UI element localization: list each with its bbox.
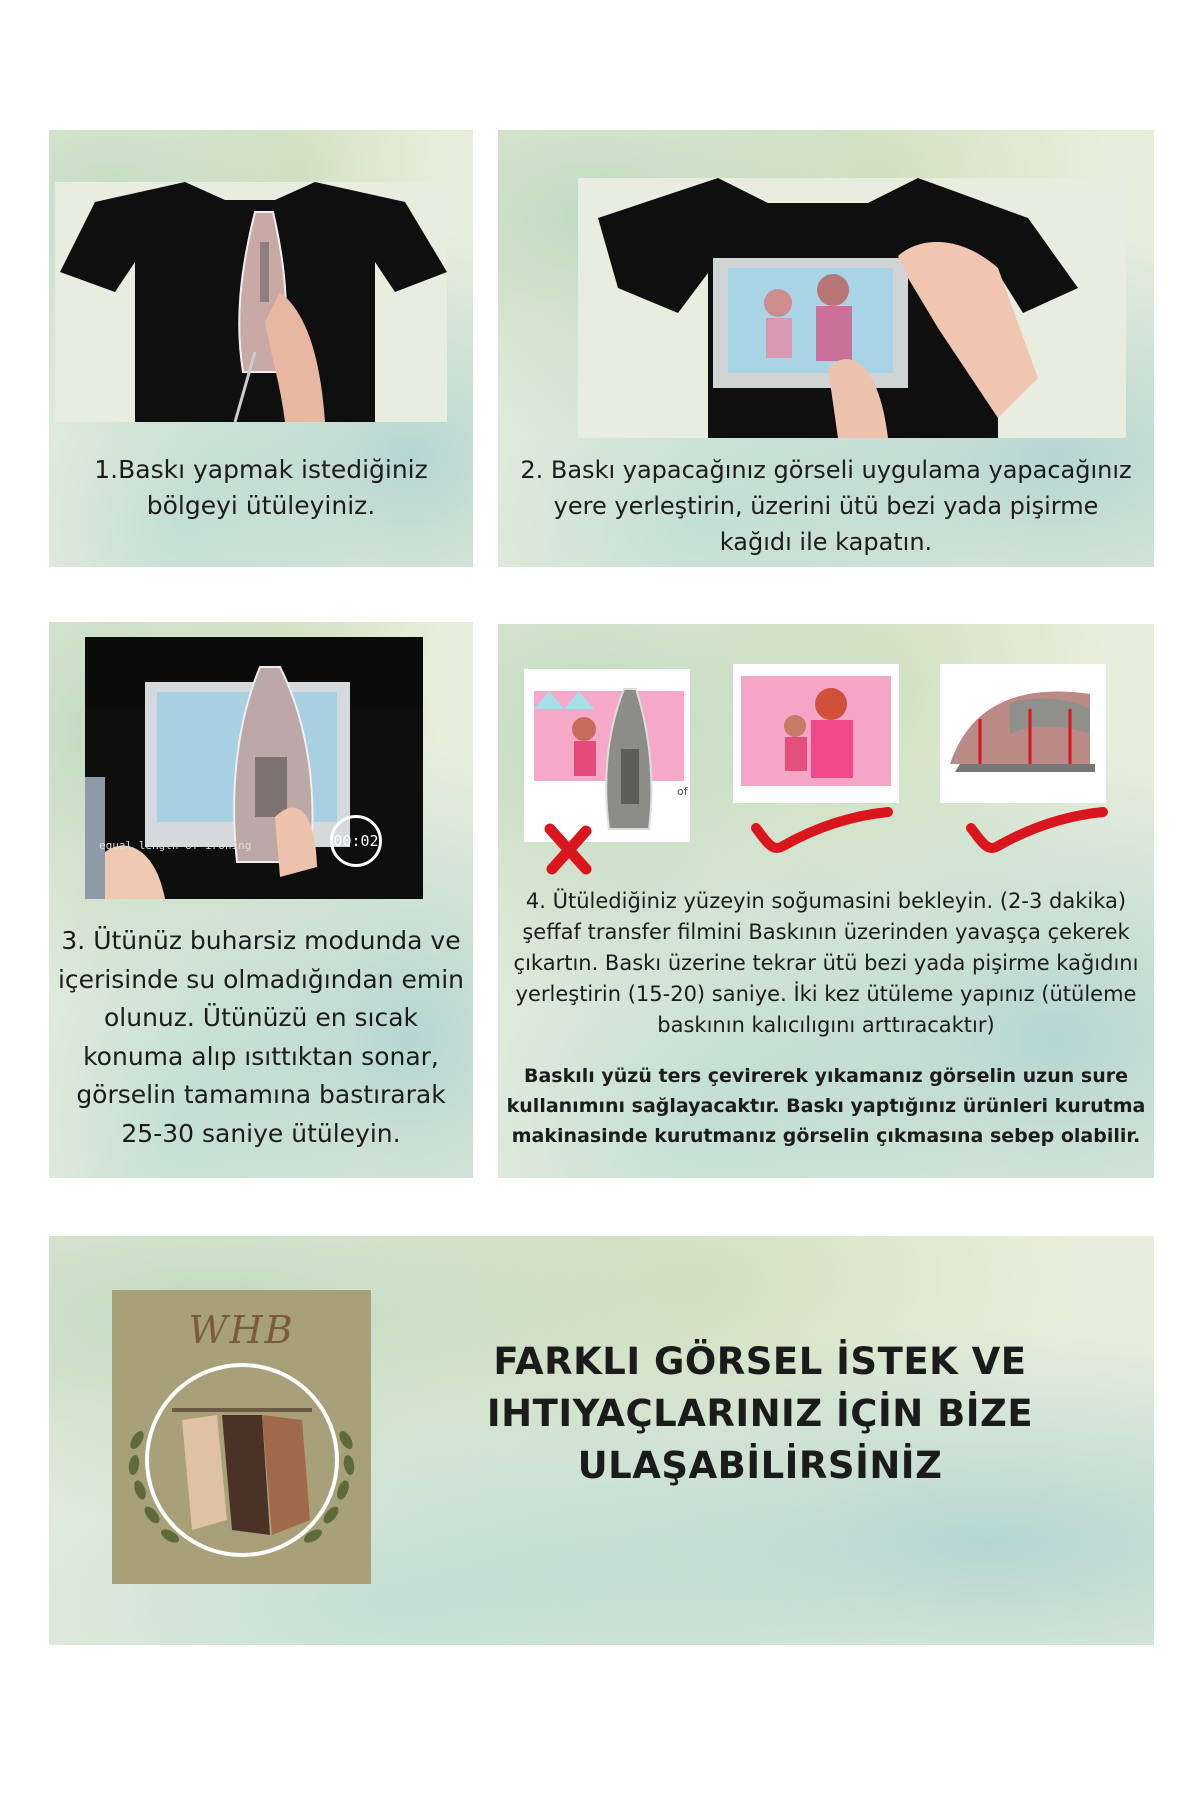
contact-call-to-action [440,1336,1080,1492]
step-3-line: 25-30 saniye ütüleyin. [121,1118,401,1148]
washing-note-line: Baskılı yüzü ters çevirerek yıkamanız görselin uzun sure [523,1065,1128,1087]
clothes-rack-wreath-icon [112,1290,371,1584]
cta-line: FARKLI GÖRSEL İSTEK VE [493,1340,1027,1383]
step-2-photo [578,178,1126,438]
step-3-line: içerisinde su olmadığından emin [57,964,465,994]
step-2-line: yere yerleştirin, üzerini ütü bezi yada pişirme [553,492,1099,520]
step-4-caption [498,886,1154,1041]
correct-check-icon [748,804,898,864]
finished-print-image [733,664,899,803]
thumbnail-caption: of [677,785,688,798]
washing-note [498,1061,1154,1151]
step-3-caption [49,922,473,1153]
whb-logo [112,1290,371,1584]
tshirt-transfer-placement-illustration [578,178,1126,438]
tshirt-ironing-illustration [55,182,447,422]
timer-clock-icon: 00:02 [330,815,382,867]
step-2-panel [498,130,1154,567]
wrong-x-icon [538,819,598,879]
cta-line: IHTIYAÇLARINIZ İÇİN BİZE [486,1392,1034,1435]
cta-line: ULAŞABİLİRSİNİZ [577,1444,943,1487]
step-4-line: baskının kalıcılıgını arttıracaktır) [657,1013,995,1037]
step-4-line: çıkartın. Baskı üzerine tekrar ütü bezi yada pişirme kağıdını [513,951,1139,975]
step-4-line: yerleştirin (15-20) saniye. İki kez ütüleme yapınız (ütüleme [515,982,1137,1006]
washing-note-line: kullanımını sağlayacaktır. Baskı yaptığınız ürünleri kurutma [506,1095,1146,1117]
step-3-video-frame [85,637,423,899]
step-2-line: kağıdı ile kapatın. [719,528,933,556]
step-4-panel [498,624,1154,1178]
washing-note-line: makinasinde kurutmanız görselin çıkmasına sebep olabilir. [511,1125,1141,1147]
step-3-line: 3. Ütünüz buharsiz modunda ve [61,926,461,955]
step-3-panel [49,622,473,1178]
correct-method-thumbnail-print [733,664,899,803]
step-1-caption [49,452,473,524]
logo-text: WHB [188,1308,295,1352]
step-4-line: 4. Ütülediğiniz yüzeyin soğumasini bekleyin. (2-3 dakika) [525,889,1127,913]
wrong-method-thumbnail [524,669,690,842]
step-1-panel [49,130,473,567]
step-2-caption [498,452,1154,560]
step-1-line: 1.Baskı yapmak istediğiniz [94,455,428,484]
step-3-line: görselin tamamına bastırarak [76,1080,446,1109]
step-2-line: 2. Baskı yapacağınız görseli uygulama yapacağınız [520,456,1132,484]
correct-method-thumbnail-dry-iron [940,664,1106,803]
step-4-line: şeffaf transfer filmini Baskının üzerinden yavaşça çekerek [522,920,1130,944]
correct-check-icon [963,804,1113,864]
steam-iron-on-print-image [524,669,690,842]
dry-iron-icon [940,664,1106,803]
step-1-photo [55,182,447,422]
step-3-line: konuma alıp ısıttıktan sonar, [83,1041,439,1071]
video-subtitle: equal length of ironing [99,839,252,852]
step-3-line: olunuz. Ütünüzü en sıcak [103,1003,419,1032]
step-1-line: bölgeyi ütüleyiniz. [146,491,376,520]
